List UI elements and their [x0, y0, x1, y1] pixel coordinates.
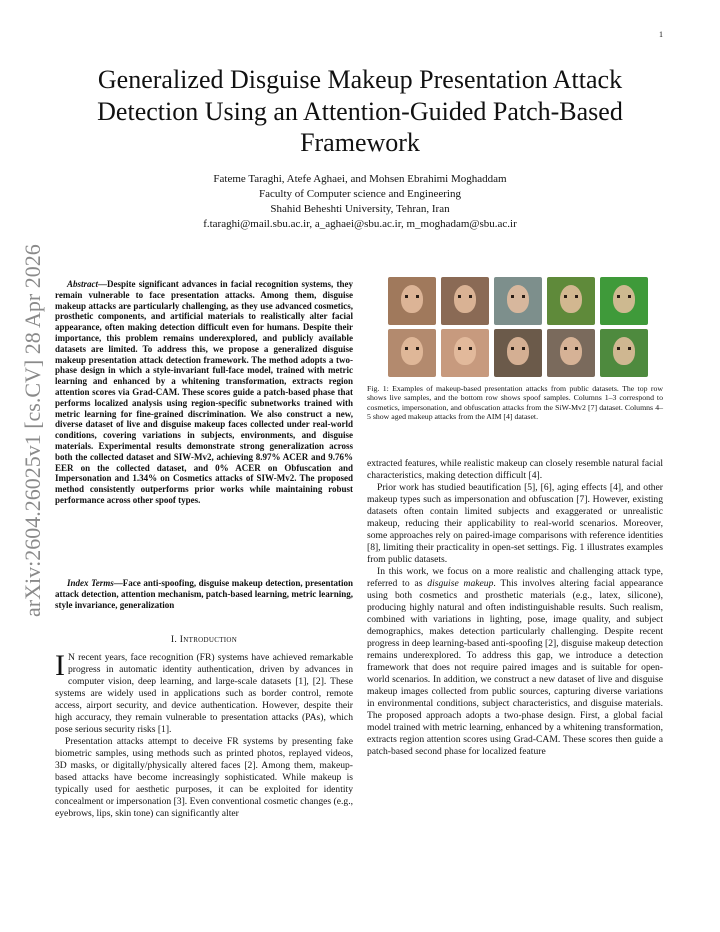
page-number: 1 [659, 30, 663, 39]
paper-title: Generalized Disguise Makeup Presentation Attack Detection Using an Attention-Guided Patch-Based Framework [97, 65, 623, 157]
index-terms-label: Index Terms [67, 578, 114, 588]
live-sample-1-image [388, 277, 436, 325]
live-sample-4-image [547, 277, 595, 325]
right-paragraph-3-b: . This involves altering facial appearance using both cosmetics and prosthetic materials (e.g., latex, silicone), producing highly natural and often indistinguishable results. Such realism, combined with variations in lighting, pose, image quality, and subject demographics, makes detection particularly challenging. Despite recent progress in deep learning-based anti-spoofing [2], disguise makeup detection remains underexplored. To address this gap, we introduce a detection framework that does not require paired images and is suitable for open-world scenarios. In addition, we construct a new dataset of live and disguise makeup images collected from public sources, capturing diverse variations in environmental conditions, subject characteristics, and disguise materials. The proposed approach adopts a two-phase design. First, a global facial model trained with metric learning, enhanced by a whitening transformation, extracts region attention scores using Grad-CAM. These scores then guide a patch-based second phase for localized feature [367, 578, 663, 757]
live-sample-3-image [494, 277, 542, 325]
index-terms-text: Face anti-spoofing, disguise makeup detection, presentation attack detection, attention mechanism, patch-based learning, metric learning, style invariance, generalization [55, 578, 353, 610]
arxiv-identifier: arXiv:2604.26025v1 [cs.CV] 28 Apr 2026 [20, 244, 45, 617]
affiliation-line-2: Shahid Beheshti University, Tehran, Iran [270, 203, 450, 215]
intro-paragraph-1-text: N recent years, face recognition (FR) systems have achieved remarkable progress in automatic identity authentication, driven by advances in computer vision, deep learning, and large-scale datasets [1], [2]. These systems are widely used in applications such as border control, remote access, airport security, and device authentication. However, despite their high accuracy, they remain vulnerable to presentation attacks (PAs), which pose serious security risks [1]. [55, 652, 353, 735]
live-sample-2-image [441, 277, 489, 325]
figure-1 [388, 277, 650, 377]
section-number: I. [170, 634, 178, 645]
drop-cap: I [55, 649, 65, 682]
abstract-text: Despite significant advances in facial recognition systems, they remain vulnerable to face presentation attacks. Among them, disguise makeup attacks are particularly challenging, as they use advanced cosmetics, prosthetic components, and artificial materials to realistically alter facial appearance, often making detection difficult even for humans. Despite their importance, this problem remains underexplored, and publicly available datasets are limited. To address this, we propose a generalized disguise makeup presentation attack detection framework. The method adopts a two-phase design in which a style-invariant full-face model, trained with metric learning and enhanced by a whitening transformation, extracts region attention scores via Grad-CAM. These scores guide a patch-based phase that performs localized analysis using region-specific subnetworks trained with metric learning for fine-grained discrimination. We also construct a new, diverse dataset of live and disguise makeup faces collected under real-world conditions, covering variations in subjects, environments, and disguise materials. Experimental results demonstrate strong generalization across both the collected dataset and SIW-Mv2, achieving 8.97% ACER and 9.76% EER on the collected dataset, and 0% ACER on Obfuscation and Impersonation and 1.34% on Cosmetics attacks of SIW-Mv2. The proposed method consistently outperforms prior works while maintaining robust performance across other spoof types. [55, 279, 353, 505]
abstract-label: Abstract [67, 279, 99, 289]
author-emails: f.taraghi@mail.sbu.ac.ir, a_aghaei@sbu.ac.ir, m_moghadam@sbu.ac.ir [203, 218, 517, 230]
index-terms-dash: — [113, 578, 123, 588]
author-names: Fateme Taraghi, Atefe Aghaei, and Mohsen Ebrahimi Moghaddam [213, 173, 507, 185]
live-sample-5-image [600, 277, 648, 325]
spoof-sample-2-image [441, 329, 489, 377]
section-heading [55, 634, 353, 645]
spoof-sample-1-image [388, 329, 436, 377]
spoof-sample-5-image [600, 329, 648, 377]
section-title: Introduction [179, 634, 238, 645]
spoof-sample-3-image [494, 329, 542, 377]
right-paragraph-3 [367, 566, 663, 758]
abstract-dash: — [98, 279, 108, 289]
face-sample-grid [388, 277, 650, 377]
affiliation-line-1: Faculty of Computer science and Engineering [259, 188, 461, 200]
intro-paragraph-1 [55, 649, 353, 736]
spoof-sample-4-image [547, 329, 595, 377]
right-column-body [367, 458, 663, 758]
emphasis-disguise-makeup: disguise makeup [427, 578, 494, 589]
intro-paragraph-2: Presentation attacks attempt to deceive FR systems by presenting fake biometric samples, using methods such as printed photos, replayed videos, 3D masks, or digitally/physically altered faces [2]. Among them, makeup-based attacks have become increasingly sophisticated. While makeup is typically used for aesthetic purposes, it can be exploited for identity concealment or impersonation [3]. Even conventional cosmetic changes (e.g., eyebrows, lips, skin tone) can significantly alter [55, 736, 353, 819]
right-paragraph-1: extracted features, while realistic makeup can closely resemble natural facial characteristics, making detection difficult [4]. [367, 458, 663, 481]
figure-caption: Fig. 1: Examples of makeup-based presentation attacks from public datasets. The top row shows live samples, and the bottom row shows spoof samples. Columns 1–3 correspond to cosmetics, impersonation, and obfuscation attacks from the SiW-Mv2 [7] dataset. Columns 4–5 show aged makeup attacks from the AIM [4] dataset. [367, 384, 663, 422]
right-paragraph-2: Prior work has studied beautification [5], [6], aging effects [4], and other makeup types such as impersonation and obfuscation [7]. However, existing datasets often contain limited subjects and exaggerated or unrealistic makeup, reducing their applicability to real-world scenarios. Moreover, some approaches rely on paired-image comparisons with reference identities [8], limiting their practicality in open-set settings. Fig. 1 illustrates examples from public datasets. [367, 482, 663, 565]
right-paragraph-3-a: In this work, we focus on a more realistic and challenging attack type, referred to as [367, 566, 663, 589]
introduction-left-column [55, 649, 353, 820]
abstract [55, 279, 353, 506]
author-block [60, 172, 660, 232]
index-terms [55, 578, 353, 610]
